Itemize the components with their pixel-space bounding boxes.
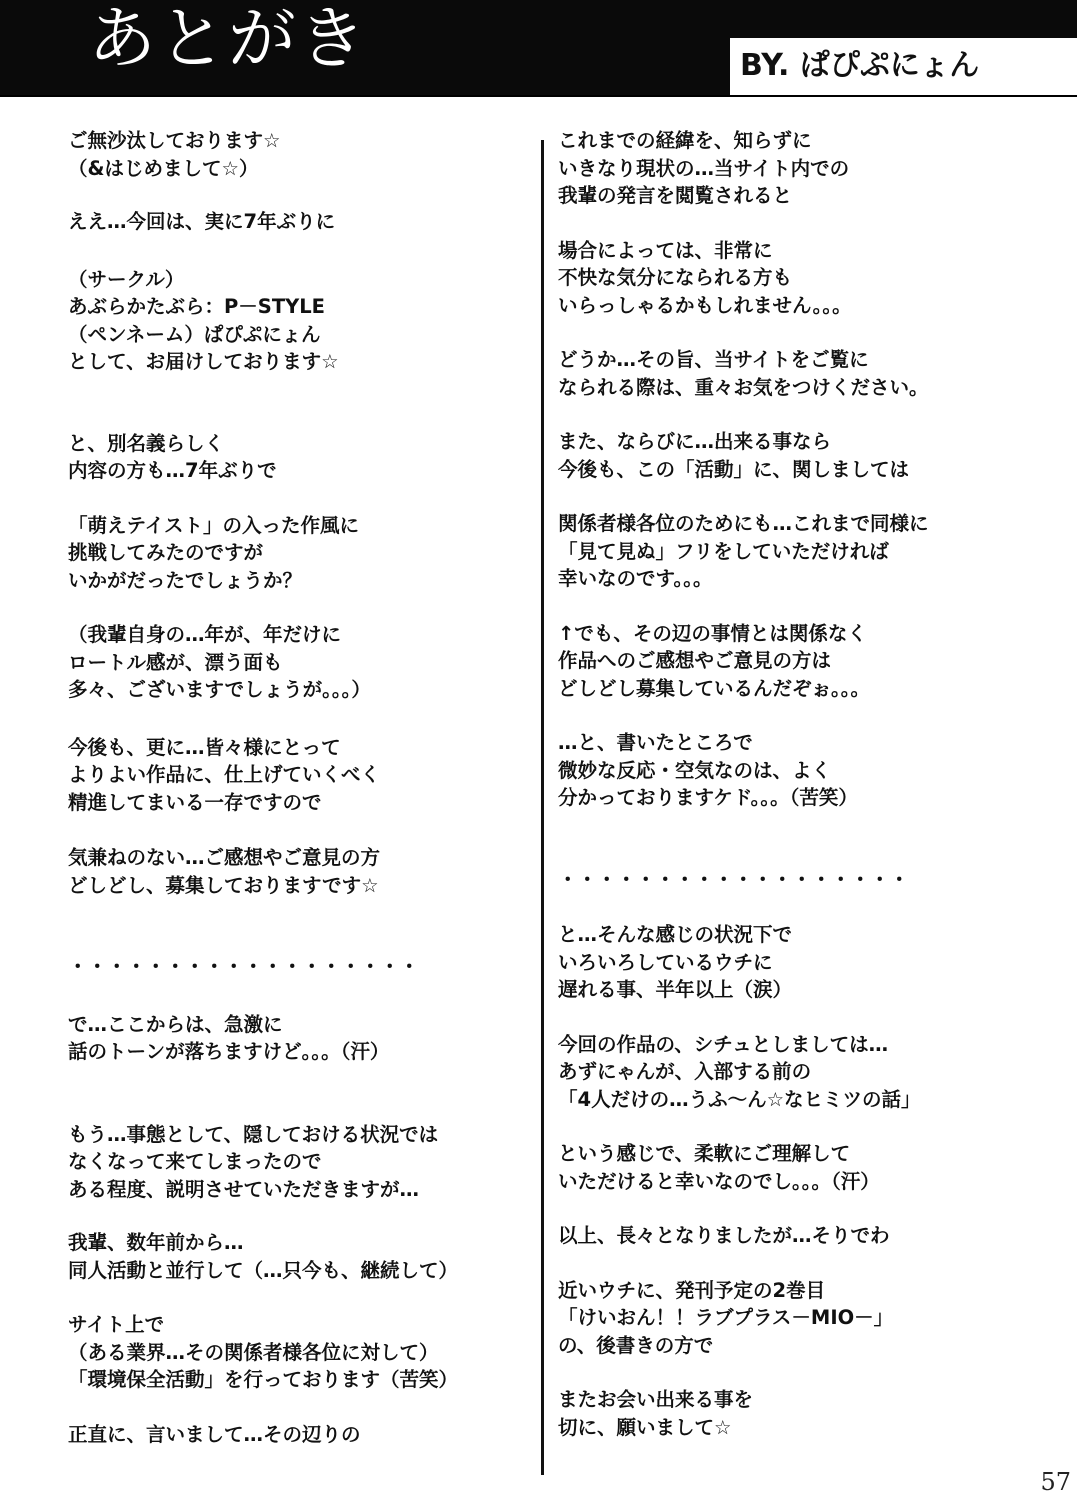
text-line: 同人活動と並行して（…只今も、継続して） — [68, 1258, 459, 1282]
text-line: 話のトーンが落ちますけど。。。（汗） — [68, 1040, 390, 1063]
left-column — [68, 127, 528, 1448]
paragraph — [558, 1277, 1018, 1360]
paragraph — [68, 512, 528, 595]
paragraph — [68, 1421, 528, 1449]
text-line: いただけると幸いなのでし。。。（汗） — [558, 1169, 880, 1193]
text-line: ・・・・・・・・・・・・・・・・・・ — [68, 955, 420, 978]
text-line: （ある業界…その関係者様各位に対して） — [68, 1340, 439, 1364]
text-line: 近いウチに、発刊予定の2巻目 — [558, 1278, 826, 1302]
text-line: 我輩の発言を閲覧されると — [558, 184, 793, 207]
text-line: いろいろしているウチに — [558, 950, 773, 974]
text-line: どしどし、募集しておりますです☆ — [68, 873, 379, 897]
text-line: と…そんな感じの状況下で — [558, 923, 793, 946]
text-line: どしどし募集しているんだぞぉ。。。 — [558, 676, 871, 700]
text-line: いきなり現状の…当サイト内での — [558, 156, 850, 180]
text-line: ええ…今回は、実に7年ぶりに — [68, 210, 336, 233]
paragraph — [558, 1031, 1018, 1114]
text-line: もう…事態として、隠しておける状況では — [68, 1122, 439, 1146]
text-line: （&はじめまして☆） — [68, 156, 259, 180]
paragraph — [558, 237, 1018, 320]
text-line: 作品へのご感想やご意見の方は — [558, 649, 832, 672]
paragraph — [68, 127, 528, 182]
text-line: 以上、長々となりましたが…そりでわ — [558, 1224, 890, 1247]
text-line: 「見て見ぬ」フリをしていただければ — [558, 539, 889, 563]
page-number: 57 — [1040, 1468, 1071, 1496]
paragraph — [68, 1121, 528, 1204]
page-title: あとがき — [88, 0, 369, 79]
text-line: として、お届けしております☆ — [68, 350, 339, 373]
text-line: ・・・・・・・・・・・・・・・・・・ — [558, 867, 910, 891]
paragraph — [558, 428, 1018, 483]
text-line: （ペンネーム）ぱぴぷにょん — [68, 322, 321, 346]
text-line: （サークル） — [68, 267, 185, 291]
text-line: 我輩、数年前から… — [68, 1231, 244, 1254]
paragraph — [68, 953, 528, 981]
paragraph — [558, 866, 1018, 894]
text-line: 「4人だけの…うふ～ん☆なヒミツの話」 — [558, 1087, 921, 1111]
text-line: 分かっておりますケド。。。（苦笑） — [558, 786, 858, 809]
text-line: 「けいおん！！ラブプラス－MIO－」 — [558, 1306, 894, 1329]
text-line: という感じで、柔軟にご理解して — [558, 1142, 851, 1165]
paragraph — [558, 127, 1018, 210]
text-line: （我輩自身の…年が、年だけに — [68, 623, 342, 646]
paragraph — [558, 510, 1018, 593]
paragraph — [68, 430, 528, 485]
text-line: どうか…その旨、当サイトをご覧に — [558, 348, 869, 371]
paragraph — [68, 208, 528, 236]
text-line: いらっしゃるかもしれません。。。 — [558, 293, 852, 317]
paragraph — [68, 1311, 528, 1394]
paragraph — [68, 734, 528, 817]
text-line: 内容の方も…7年ぶりで — [68, 459, 277, 482]
text-line: で…ここからは、急激に — [68, 1012, 283, 1036]
paragraph — [68, 621, 528, 704]
text-line: 遅れる事、半年以上（涙） — [558, 978, 793, 1001]
text-line: ご無沙汰しております☆ — [68, 129, 281, 152]
text-line: またお会い出来る事を — [558, 1388, 754, 1411]
paragraph — [68, 844, 528, 899]
text-line: 切に、願いまして☆ — [558, 1415, 732, 1439]
text-line: サイト上で — [68, 1313, 165, 1336]
text-line: また、ならびに…出来る事なら — [558, 430, 832, 453]
text-line: なられる際は、重々お気をつけください。 — [558, 375, 929, 399]
text-line: ↑でも、その辺の事情とは関係なく — [558, 621, 867, 645]
text-line: いかがだったでしょうか？ — [68, 568, 303, 592]
paragraph — [558, 729, 1018, 812]
text-line: 正直に、言いまして…その辺りの — [68, 1422, 361, 1446]
text-line: と、別名義らしく — [68, 431, 225, 455]
text-line: ロートル感が、漂う面も — [68, 650, 283, 674]
text-line: あぶらかたぶら：P－STYLE — [68, 295, 326, 318]
text-line: 「萌えテイスト」の入った作風に — [68, 513, 359, 537]
paragraph — [68, 1229, 528, 1284]
text-line: 今後も、この「活動」に、関しましては — [558, 457, 910, 481]
paragraph — [558, 1140, 1018, 1195]
text-line: ある程度、説明させていただきますが… — [68, 1177, 420, 1201]
paragraph — [68, 266, 528, 376]
column-divider — [541, 140, 544, 1475]
text-line: 幸いなのです。。。 — [558, 567, 713, 590]
text-line: 関係者様各位のためにも…これまで同様に — [558, 512, 929, 535]
text-line: 気兼ねのない…ご感想やご意見の方 — [68, 846, 381, 869]
author-byline: BY. ぱぴぷにょん — [740, 48, 980, 83]
text-line: …と、書いたところで — [558, 731, 753, 754]
paragraph — [68, 1011, 528, 1066]
paragraph — [558, 1386, 1018, 1441]
text-line: よりよい作品に、仕上げていくべく — [68, 763, 381, 786]
text-line: 多々、ございますでしょうが。。。） — [68, 678, 371, 701]
text-line: 今回の作品の、シチュとしましては… — [558, 1032, 889, 1056]
text-line: 場合によっては、非常に — [558, 238, 773, 262]
paragraph — [558, 921, 1018, 1004]
right-column — [558, 127, 1018, 1441]
paragraph — [558, 1222, 1018, 1250]
text-line: あずにゃんが、入部する前の — [558, 1060, 812, 1083]
text-line: の、後書きの方で — [558, 1333, 714, 1357]
text-line: 微妙な反応・空気なのは、よく — [558, 758, 832, 782]
text-line: 挑戦してみたのですが — [68, 541, 264, 564]
text-line: 不快な気分になられる方も — [558, 266, 793, 289]
text-line: これまでの経緯を、知らずに — [558, 129, 812, 152]
text-line: なくなって来てしまったので — [68, 1150, 322, 1173]
text-line: 「環境保全活動」を行っております（苦笑） — [68, 1368, 459, 1391]
paragraph — [558, 620, 1018, 703]
paragraph — [558, 346, 1018, 401]
text-line: 今後も、更に…皆々様にとって — [68, 735, 341, 759]
text-line: 精進してまいる一存ですので — [68, 790, 322, 814]
